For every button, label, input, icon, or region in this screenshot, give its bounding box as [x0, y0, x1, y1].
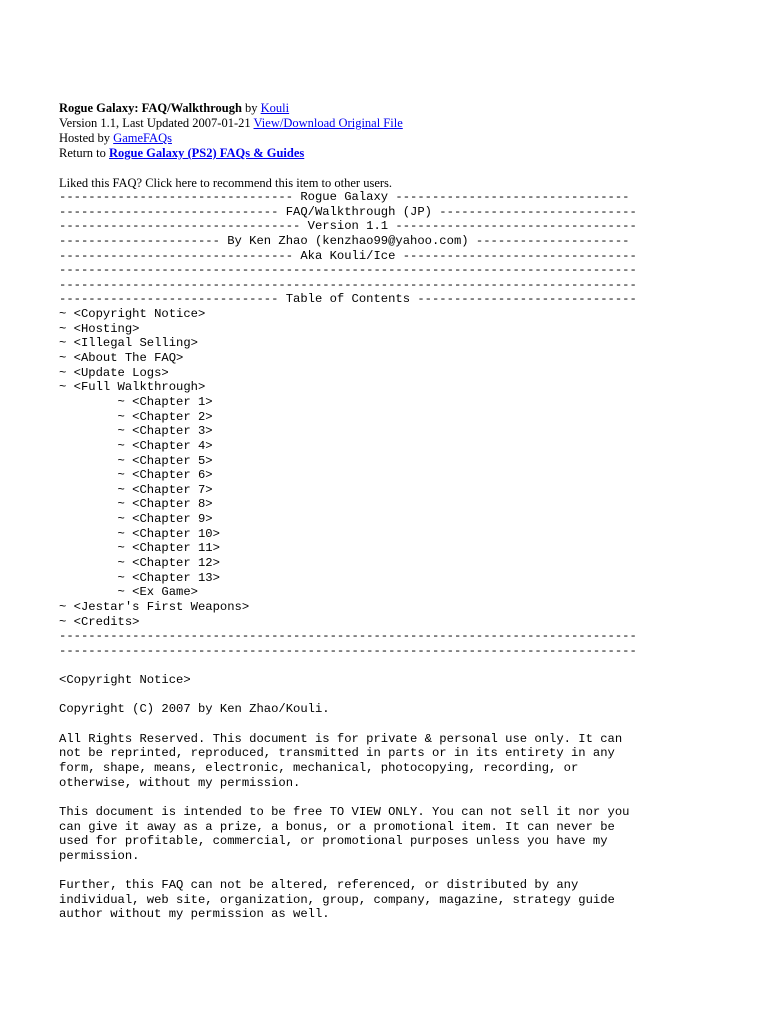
author-link[interactable]: Kouli	[260, 101, 290, 115]
faq-line: This document is intended to be free TO VIEW ONLY. You can not sell it nor you	[59, 804, 630, 819]
faq-line: otherwise, without my permission.	[59, 775, 301, 790]
faq-line	[59, 717, 699, 732]
version-text: Version 1.1, Last Updated 2007-01-21	[59, 116, 254, 130]
download-link[interactable]: View/Download Original File	[253, 116, 403, 130]
faq-line: ~ <Jestar's First Weapons>	[59, 599, 250, 614]
faq-line: ~ <Chapter 12>	[59, 556, 220, 571]
return-line	[59, 146, 719, 161]
faq-line: ~ <Chapter 11>	[59, 541, 220, 556]
return-link[interactable]: Rogue Galaxy (PS2) FAQs & Guides	[109, 146, 305, 160]
faq-line: ~ <Chapter 10>	[59, 526, 220, 541]
faq-line: ~ <Copyright Notice>	[59, 307, 206, 322]
faq-body	[59, 190, 699, 922]
faq-line: Copyright (C) 2007 by Ken Zhao/Kouli.	[59, 702, 330, 717]
faq-line: ------------------------------ FAQ/Walkthrough (JP) ---------------------------	[59, 204, 637, 219]
faq-line: ~ <Chapter 7>	[59, 482, 213, 497]
faq-line: ~ <Credits>	[59, 614, 140, 629]
faq-line	[59, 863, 699, 878]
return-text: Return to	[59, 146, 109, 160]
faq-line: -------------------------------- Aka Kouli/Ice --------------------------------	[59, 248, 637, 263]
faq-line: ~ <Update Logs>	[59, 365, 169, 380]
faq-line: permission.	[59, 848, 140, 863]
faq-line: -------------------------------------------------------------------------------	[59, 277, 637, 292]
faq-line: ~ <Chapter 13>	[59, 570, 220, 585]
faq-line: ---------------------- By Ken Zhao (kenzhao99@yahoo.com) ---------------------	[59, 233, 630, 248]
faq-line: --------------------------------- Version 1.1 ---------------------------------	[59, 219, 637, 234]
faq-line: ~ <Chapter 2>	[59, 409, 213, 424]
faq-line: -------------------------------------------------------------------------------	[59, 629, 637, 644]
faq-line: ~ <Chapter 8>	[59, 497, 213, 512]
faq-line	[59, 688, 699, 703]
hosted-line	[59, 131, 719, 146]
recommend-text[interactable]: Liked this FAQ? Click here to recommend this item to other users.	[59, 176, 393, 190]
faq-line	[59, 659, 699, 674]
faq-line: ~ <Chapter 5>	[59, 453, 213, 468]
faq-line: ~ <Ex Game>	[59, 585, 198, 600]
faq-line: ~ <Chapter 1>	[59, 394, 213, 409]
faq-line: ~ <Chapter 4>	[59, 438, 213, 453]
faq-line: -------------------------------------------------------------------------------	[59, 263, 637, 278]
faq-line: ~ <Chapter 6>	[59, 468, 213, 483]
faq-line: ~ <Chapter 9>	[59, 512, 213, 527]
faq-line: -------------------------------- Rogue Galaxy --------------------------------	[59, 190, 630, 204]
faq-line: -------------------------------------------------------------------------------	[59, 643, 637, 658]
faq-line: used for profitable, commercial, or promotional purposes unless you have my	[59, 834, 608, 849]
faq-line: form, shape, means, electronic, mechanical, photocopying, recording, or	[59, 760, 579, 775]
faq-line	[59, 790, 699, 805]
faq-line: All Rights Reserved. This document is for private & personal use only. It can	[59, 731, 623, 746]
faq-line: ~ <About The FAQ>	[59, 351, 184, 366]
faq-line: Further, this FAQ can not be altered, referenced, or distributed by any	[59, 878, 579, 893]
faq-line: ------------------------------ Table of Contents ------------------------------	[59, 292, 637, 307]
faq-line: not be reprinted, reproduced, transmitted in parts or in its entirety in any	[59, 746, 615, 761]
version-line	[59, 116, 719, 131]
faq-line: individual, web site, organization, group, company, magazine, strategy guide	[59, 892, 615, 907]
faq-line: ~ <Hosting>	[59, 321, 140, 336]
faq-line: author without my permission as well.	[59, 907, 330, 922]
faq-line: can give it away as a prize, a bonus, or a promotional item. It can never be	[59, 819, 615, 834]
by-text: by	[241, 101, 261, 115]
host-link[interactable]: GameFAQs	[113, 131, 172, 145]
title-line	[59, 101, 719, 116]
faq-title: Rogue Galaxy: FAQ/Walkthrough	[59, 101, 242, 115]
hosted-text: Hosted by	[59, 131, 114, 145]
faq-header	[59, 101, 719, 161]
faq-line: <Copyright Notice>	[59, 673, 191, 688]
faq-line: ~ <Full Walkthrough>	[59, 380, 206, 395]
faq-line: ~ <Chapter 3>	[59, 424, 213, 439]
faq-line: ~ <Illegal Selling>	[59, 336, 198, 351]
